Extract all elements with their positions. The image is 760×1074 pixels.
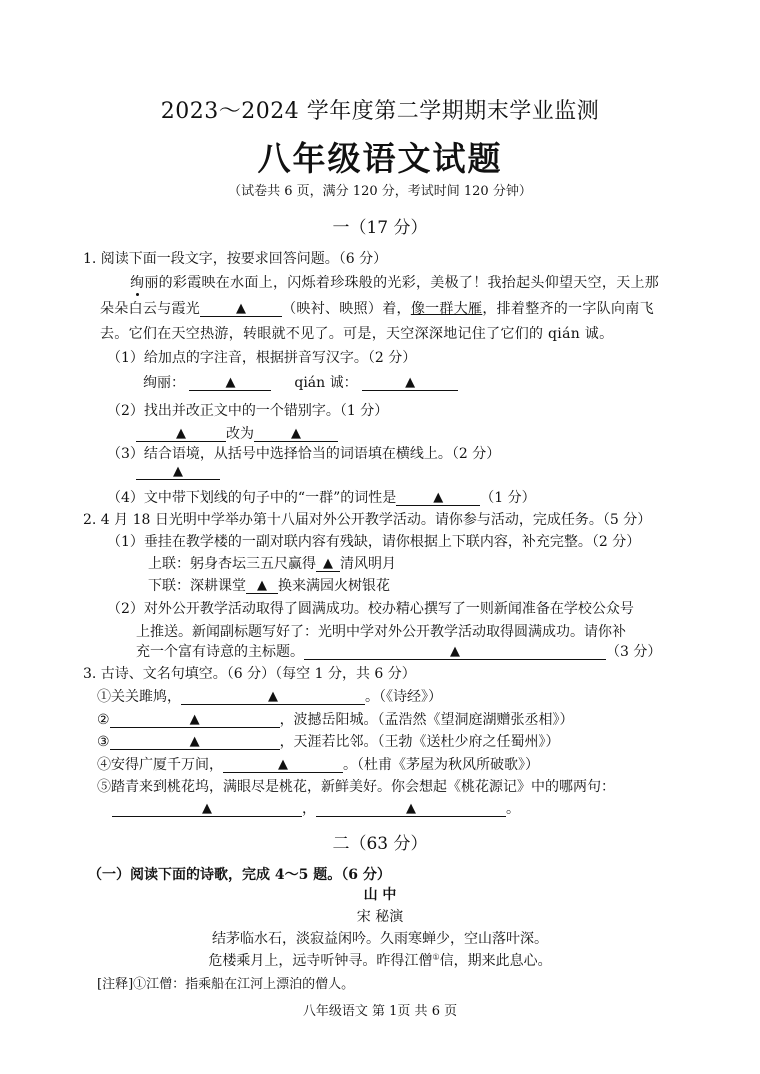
q2-stem: 2. 4 月 18 日光明中学举办第十八届对外公开教学活动。请你参与活动，完成任务。（5 分） xyxy=(83,512,652,528)
answer-blank[interactable] xyxy=(110,734,280,750)
answer-blank[interactable] xyxy=(136,426,226,442)
comma: ， xyxy=(302,801,316,817)
answer-blank[interactable] xyxy=(189,375,271,391)
q3-line2 xyxy=(97,709,574,729)
answer-blank[interactable] xyxy=(304,644,606,660)
poem-line2-end: 信，期来此息心。 xyxy=(439,953,552,969)
blank-mark: ▲ xyxy=(176,426,186,441)
answer-blank[interactable] xyxy=(112,801,302,817)
q1-para1-text: 丽的彩霞映在水面上，闪烁着珍珠般的光彩，美极了！我抬起头仰望天空，天上那 xyxy=(144,275,660,291)
page-footer: 八年级语文 第 1页 共 6 页 xyxy=(302,1004,458,1019)
q3-line5-answers xyxy=(112,798,520,818)
poem-line-2 xyxy=(0,950,760,970)
q3-line4 xyxy=(97,754,539,774)
blank-mark: ▲ xyxy=(268,689,278,704)
q3-l2-start: ② xyxy=(97,712,110,728)
q1-stem: 1. 阅读下面一段文字，按要求回答问题。（6 分） xyxy=(83,251,388,267)
upper-start: 上联：躬身杏坛三五尺赢得 xyxy=(148,556,316,572)
q1-sub1-answers xyxy=(143,372,458,392)
answer-blank[interactable] xyxy=(136,464,220,480)
answer-blank[interactable] xyxy=(316,556,340,572)
blank-mark: ▲ xyxy=(323,556,333,571)
poem-author: 宋 秘演 xyxy=(356,909,404,925)
q3-l3-start: ③ xyxy=(97,734,110,750)
q1-sub4-text: （4）文中带下划线的句子中的“一群”的词性是 xyxy=(107,490,397,506)
q3-stem: 3. 古诗、文名句填空。（6 分）（每空 1 分，共 6 分） xyxy=(83,666,416,682)
q1-para2-end: ，排着整齐的一字队向南飞 xyxy=(482,301,654,317)
q1-sub1: （1）给加点的字注音，根据拼音写汉字。（2 分） xyxy=(107,350,417,366)
blank-mark: ▲ xyxy=(405,375,416,390)
poem-line2-start: 危楼乘月上，远寺听钟寻。昨得江僧 xyxy=(208,953,433,969)
blank-mark: ▲ xyxy=(225,375,236,390)
q3-l2-end: ，波撼岳阳城。（孟浩然《望洞庭湖赠张丞相》） xyxy=(279,712,574,728)
upper-end: 清风明月 xyxy=(340,556,396,572)
blank-mark: ▲ xyxy=(189,712,200,727)
answer-blank[interactable] xyxy=(223,757,343,773)
answer-blank[interactable] xyxy=(246,578,278,594)
lower-start: 下联：深耕课堂 xyxy=(148,578,246,594)
q2-sub2-text: 充一个富有诗意的主标题。 xyxy=(136,644,304,660)
q1-sub4 xyxy=(107,487,536,507)
q3-line3 xyxy=(97,731,560,751)
q1-para2-start: 朵朵白云与霞光 xyxy=(100,301,201,317)
poem-line-1: 结茅临水石，淡寂益闲吟。久雨寒蝉少，空山落叶深。 xyxy=(212,931,548,947)
blank-mark: ▲ xyxy=(189,734,200,749)
dotted-char: 绚 xyxy=(130,275,145,291)
blank-mark: ▲ xyxy=(202,801,212,816)
blank-mark: ▲ xyxy=(235,301,247,316)
q2-sub2-score: （3 分） xyxy=(606,644,662,660)
answer-blank[interactable] xyxy=(316,801,506,817)
blank-mark: ▲ xyxy=(291,426,301,441)
blank-mark: ▲ xyxy=(278,757,288,772)
q2-sub1: （1）垂挂在教学楼的一副对联内容有残缺，请你根据上下联内容，补充完整。（2 分） xyxy=(107,534,641,550)
q1-sub3-answers xyxy=(136,464,220,480)
poem-note: [注释]①江僧：指乘船在江河上漂泊的僧人。 xyxy=(97,977,355,992)
lower-end: 换来满园火树银花 xyxy=(278,578,390,594)
q1-sub3: （3）结合语境，从括号中选择恰当的词语填在横线上。（2 分） xyxy=(107,446,501,462)
answer-blank[interactable] xyxy=(181,689,365,705)
q1-sub2-answers xyxy=(136,423,338,443)
q3-l3-end: ，天涯若比邻。（王勃《送杜少府之任蜀州》） xyxy=(279,734,560,750)
q2-sub2-line3 xyxy=(136,641,661,661)
poem-title: 山 中 xyxy=(363,887,397,903)
blank-mark: ▲ xyxy=(257,578,267,593)
q1-paragraph-line3: 去。它们在天空热游，转眼就不见了。可是，天空深深地记住了它们的 qián 诚。 xyxy=(100,326,614,342)
q1-options: （映衬、映照）着， xyxy=(282,301,411,317)
q1-paragraph-line2 xyxy=(100,298,654,318)
q1-paragraph-line1 xyxy=(130,272,659,292)
q3-l4-end: 。（杜甫《茅屋为秋风所破歌》） xyxy=(343,757,539,773)
section-heading-1: 一（17 分） xyxy=(332,218,428,238)
q3-l1-end: 。（《诗经》） xyxy=(365,689,442,705)
couplet-upper xyxy=(148,553,396,573)
period: 。 xyxy=(506,801,520,817)
q3-l4-start: ④安得广厦千万间， xyxy=(97,757,223,773)
change-to-label: 改为 xyxy=(226,426,254,442)
q3-line1 xyxy=(97,686,442,706)
q3-l1-start: ①关关雎鸠， xyxy=(97,689,181,705)
blank-mark: ▲ xyxy=(406,801,416,816)
couplet-lower xyxy=(148,575,390,595)
label-xuanli: 绚丽： xyxy=(143,375,185,391)
exam-title: 2023～2024 学年度第二学期期末学业监测 xyxy=(160,99,600,124)
part1-heading: （一）阅读下面的诗歌，完成 4～5 题。（6 分） xyxy=(88,867,391,883)
blank-mark: ▲ xyxy=(433,490,444,505)
q1-sub2: （2）找出并改正文中的一个错别字。（1 分） xyxy=(107,403,389,419)
blank-mark: ▲ xyxy=(173,464,183,479)
q2-sub2-line1: （2）对外公开教学活动取得了圆满成功。校办精心撰写了一则新闻准备在学校公众号 xyxy=(107,601,634,617)
label-qiancheng: qián 诚： xyxy=(294,375,358,391)
q2-sub2-line2: 上推送。新闻副标题写好了：光明中学对外公开教学活动取得圆满成功。请你补 xyxy=(136,624,626,640)
answer-blank[interactable] xyxy=(254,426,338,442)
underlined-sentence: 像一群大雁 xyxy=(410,301,483,317)
blank-mark: ▲ xyxy=(450,644,460,659)
exam-info: （试卷共 6 页，满分 120 分，考试时间 120 分钟） xyxy=(228,184,532,199)
footnote-marker: ① xyxy=(432,952,440,962)
q1-sub4-score: （1 分） xyxy=(480,490,536,506)
answer-blank[interactable] xyxy=(362,375,458,391)
answer-blank[interactable] xyxy=(200,301,282,317)
section-heading-2: 二（63 分） xyxy=(332,834,428,854)
q3-line5: ⑤踏青来到桃花坞，满眼尽是桃花，新鲜美好。你会想起《桃花源记》中的哪两句： xyxy=(97,779,615,795)
answer-blank[interactable] xyxy=(396,490,480,506)
answer-blank[interactable] xyxy=(110,712,280,728)
exam-subtitle: 八年级语文试题 xyxy=(257,139,503,178)
